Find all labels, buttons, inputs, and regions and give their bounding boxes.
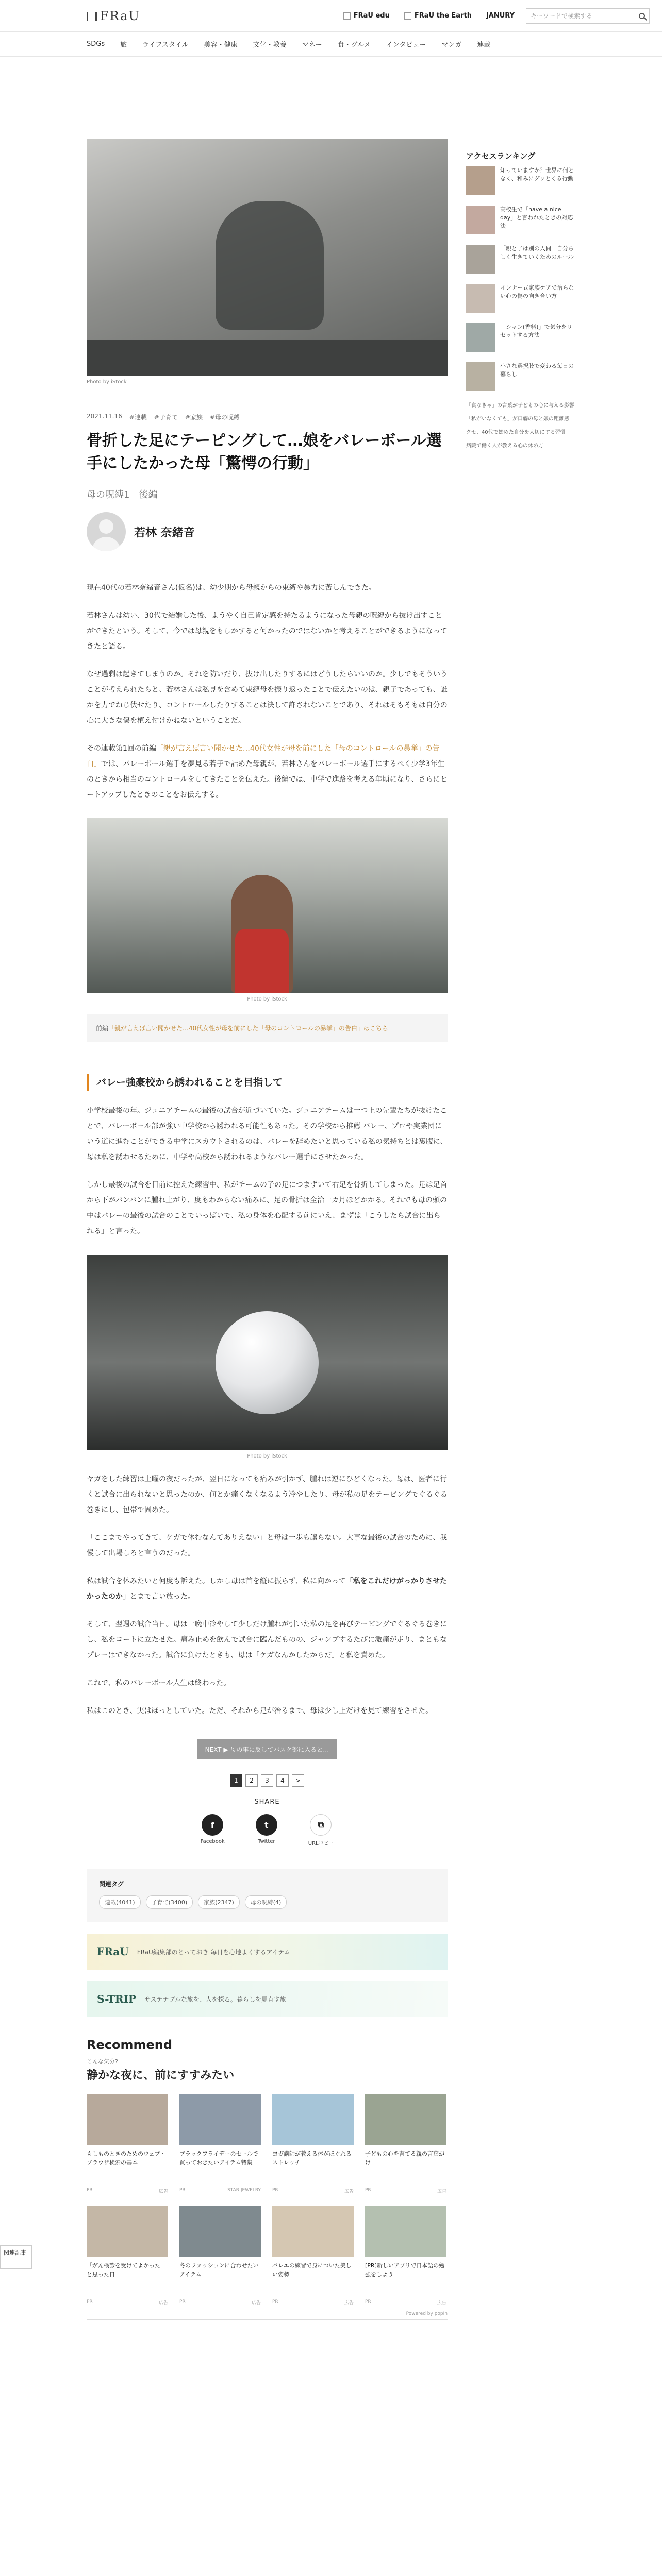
brand-link-earth[interactable]: FRaU the Earth (404, 12, 472, 20)
body-paragraph: 私はこのとき、実はほっとしていた。ただ、それから足が治るまで、母は少し上だけを見て練習をさせた。 (87, 1707, 433, 1715)
tag-link[interactable]: #母の呪縛 (209, 414, 240, 421)
sidebar-heading: アクセスランキング (466, 151, 536, 161)
article-photo (87, 818, 448, 993)
ranking-item[interactable]: 知っていますか？世界に何となく、和みにグッとくる行動 (466, 166, 575, 198)
inline-article-link[interactable]: 「親が言えば言い聞かせた…40代女性が母を前にした「母のコントロールの暴挙」の告白」 (87, 744, 440, 768)
recommend-sub-large: 静かな夜に、前にすすみたい (87, 2069, 235, 2082)
ranking-item[interactable]: インナー式家族ケアで治らない心の傷の向き合い方 (466, 284, 575, 316)
article-title: 骨折した足にテーピングして…娘をバレーボール選手にしたかった母「驚愕の行動」 (87, 432, 442, 472)
tag-chip[interactable]: 子育て(3400) (146, 1895, 193, 1909)
share-copy-url[interactable]: ⧉ URLコピー (308, 1814, 334, 1846)
ranking-text-item[interactable]: 病院で働く人が教える心の休め方 (466, 443, 543, 449)
body-paragraph: その連載第1回の前編「親が言えば言い聞かせた…40代女性が母を前にした「母のコントロールの暴挙」の告白」では、バレーボール選手を夢見る若子で詰めた母親が、若林さんをバレーボール選手にするべく少学3年生のときから相当のコントロールをしてきたことを伝えた。後編では、中学で進路を考える年頃になり、さらにヒートアップしたときのことをお伝えする。 (87, 744, 448, 799)
promo-banner[interactable]: S-TRIP サステナブルな旅を、人を探る。暮らしを見直す旅 (87, 1981, 448, 2017)
facebook-icon: f (202, 1814, 223, 1836)
body-paragraph: そして、翌週の試合当日。母は一晩中冷やして少しだけ腫れが引いた私の足を再びテーピングでぐるぐる巻きにし、私をコートに立たせた。痛み止めを飲んで試合に臨んだものの、ジャンプするたびに激痛が走り、まともなプレーはできなかった。試合に負けたときも、母は「ケガなんかしたからだ」と私を責めた。 (87, 1620, 448, 1659)
ranking-text-item[interactable]: 「食なきゃ」の言葉が子どもの心に与える影響 (466, 403, 574, 409)
pagination (87, 1774, 448, 1787)
related-articles-tab[interactable]: 関連記事 (0, 2245, 32, 2269)
share-buttons (87, 1814, 448, 1846)
body-paragraph: 私は試合を休みたいと何度も訴えた。しかし母は首を縦に振らず、私に向かって「私をこれだけがっかりさせたかったのか」とまで言い放った。 (87, 1577, 447, 1601)
ranking-text-item[interactable]: 「私がいなくても」が口癖の母と娘の距離感 (466, 416, 569, 422)
frau-earth-icon (404, 12, 411, 20)
sidebar (466, 150, 575, 455)
site-logo[interactable]: FRaU (87, 9, 140, 23)
recommend-card[interactable]: [PR]新しいアプリで日本語の勉強をしよう PR 広告 (365, 2206, 446, 2306)
tag-chip[interactable]: 連載(4041) (99, 1895, 141, 1909)
ranking-list (466, 166, 575, 394)
category-nav (0, 32, 662, 57)
recommend-card[interactable]: 子どもの心を育てる親の言葉がけ PR 広告 (365, 2094, 446, 2194)
recommend-heading: Recommend (87, 2038, 173, 2052)
recommend-card[interactable]: 冬のファッションに合わせたいアイテム PR 広告 (179, 2206, 261, 2306)
nav-item-lifestyle[interactable]: ライフスタイル (142, 41, 189, 49)
hero-image (87, 139, 448, 376)
brand-links (343, 12, 515, 20)
body-paragraph: これで、私のバレーボール人生は終わった。 (87, 1679, 231, 1687)
share-facebook[interactable]: f Facebook (201, 1814, 225, 1846)
body-paragraph: なぜ過剰は起きてしまうのか。それを防いだり、抜け出したりするにはどうしたらいいのか。少しでもそういうことが考えられたらと、若林さんは私見を含めて束縛母を振り返ったことで伝えたいのは、親子であっても、誰かを力でねじ伏せたり、コントロールしたりすることは決して許されないことであり、それはそもそもは自分の心に大きな傷を植え付けかねないということだ。 (87, 670, 448, 725)
tag-link[interactable]: #家族 (185, 414, 203, 421)
share-twitter[interactable]: t Twitter (256, 1814, 277, 1846)
ranking-item[interactable]: 「親と子は別の人間」自分らしく生きていくためのルール (466, 245, 575, 277)
previous-article-link[interactable]: 「親が言えば言い聞かせた…40代女性が母を前にした「母のコントロールの暴挙」の告白」はこちら (108, 1025, 389, 1032)
page-next[interactable]: > (292, 1774, 304, 1787)
previous-article-box: 前編「親が言えば言い聞かせた…40代女性が母を前にした「母のコントロールの暴挙」の告白」はこちら (87, 1014, 448, 1042)
page-4[interactable]: 4 (276, 1774, 289, 1787)
author-block (87, 512, 448, 551)
nav-item-travel[interactable]: 旅 (120, 41, 127, 49)
brand-link-janury[interactable]: JANURY (486, 12, 515, 20)
nav-item-sdgs[interactable]: SDGs (87, 40, 105, 48)
body-paragraph: ヤガをした練習は土曜の夜だったが、翌日になっても痛みが引かず、腫れは逆にひどくなった。母は、医者に行くと試合に出られないと思ったのか、何とか痛くなくなるよう冷やしたり、母が私の足をテーピングでぐるぐる巻きにし、包帯で固めた。 (87, 1475, 448, 1514)
tag-link[interactable]: #子育て (154, 414, 178, 421)
body-paragraph: 「ここまでやってきて、ケガで休むなんてありえない」と母は一歩も譲らない。大事な最後の試合のために、我慢して出場しろと言うのだった。 (87, 1534, 448, 1557)
tag-chip[interactable]: 家族(2347) (198, 1895, 240, 1909)
search-input[interactable] (526, 8, 650, 24)
photo-caption: Photo by iStock (247, 996, 287, 1002)
related-tags (87, 1869, 448, 1922)
body-paragraph: しかし最後の試合を目前に控えた練習中、私がチームの子の足につまずいて右足を骨折してしまった。足は足首から下がパンパンに腫れ上がり、度もわからない痛みに、足の骨折は全治一カ月ほどかかる。それでも母の頭の中はバレーの最後の試合のことでいっぱいで、私の身体を心配する前にいえ、まずは「こうしたら試合に出られる」と言った。 (87, 1181, 448, 1235)
page-3[interactable]: 3 (261, 1774, 273, 1787)
brand-link-edu[interactable]: FRaU edu (343, 12, 390, 20)
nav-item-series[interactable]: 連載 (477, 41, 491, 49)
body-paragraph: 現在40代の若林奈緒音さん(仮名)は、幼少期から母親からの束縛や暴力に苦しんできた。 (87, 584, 376, 592)
search-placeholder: キーワードで検索する (531, 12, 593, 20)
nav-item-beauty[interactable]: 美容・健康 (204, 41, 238, 49)
logo-mark-icon (87, 12, 97, 21)
ranking-item[interactable]: 小さな選択肢で変わる毎日の暮らし (466, 362, 575, 394)
link-icon: ⧉ (310, 1814, 332, 1836)
ranking-item[interactable]: 高校生で「have a nice day」と言われたときの対応法 (466, 206, 575, 238)
article-main (87, 139, 448, 2320)
hero-caption: Photo by iStock (87, 379, 127, 385)
author-name[interactable]: 若林 奈緒音 (134, 526, 195, 539)
body-paragraph: 小学校最後の年。ジュニアチームの最後の試合が近づいていた。ジュニアチームは一つ上の先輩たちが抜けたことで、バレーボール部が強い中学校から誘われる可能性もあった。その学校から推薦 バレー、プロや実業団にいう道に進むことができる中学にスカウトされるのは、バレーを辞めたいと思っている私の気持ちとは裏腹に、母は私を誘わせるために、中学や高校から誘われるようなバレー選手にさせたかった。 (87, 1107, 448, 1161)
recommend-grid (87, 2094, 448, 2306)
ranking-text-list (466, 401, 575, 451)
share-label: SHARE (254, 1798, 280, 1806)
nav-item-food[interactable]: 食・グルメ (337, 41, 371, 49)
page-2[interactable]: 2 (245, 1774, 258, 1787)
recommend-card[interactable]: ブラックフライデーのセールで買っておきたいアイテム特集 PR STAR JEWELRY (179, 2094, 261, 2194)
ranking-text-item[interactable]: クセ、40代で始めた自分を大切にする習慣 (466, 430, 566, 435)
frau-edu-icon (343, 12, 351, 20)
section-heading: バレー強豪校から誘われることを目指して (87, 1074, 448, 1091)
article-photo (87, 1255, 448, 1450)
nav-item-manga[interactable]: マンガ (441, 41, 462, 49)
tag-chip[interactable]: 母の呪縛(4) (245, 1895, 287, 1909)
twitter-icon: t (256, 1814, 277, 1836)
search-icon[interactable] (639, 13, 645, 19)
article-date: 2021.11.16 (87, 413, 122, 420)
bold-quote: 「私をこれだけがっかりさせたかったのか」 (87, 1577, 447, 1601)
body-paragraph: 若林さんは幼い、30代で結婚した後、ようやく自己肯定感を持たるようになった母親の呪縛から抜け出すことができたという。そして、今では母親をもしかすると何かったのではないかと考えることができるようになってきたと語る。 (87, 612, 448, 651)
nav-item-money[interactable]: マネー (302, 41, 322, 49)
promo-banner[interactable]: FRaU FRaU編集部のとっておき 毎日を心地よくするアイテム (87, 1934, 448, 1970)
powered-by: Powered by popIn (87, 2311, 448, 2320)
recommend-card[interactable]: もしものときのためのウェブ・ブラウザ検索の基本 PR 広告 (87, 2094, 168, 2194)
article-subtitle: 母の呪縛1 後編 (87, 489, 158, 500)
page-1[interactable]: 1 (230, 1774, 242, 1787)
nav-item-interview[interactable]: インタビュー (386, 41, 426, 49)
site-header (0, 0, 662, 32)
recommend-sub-small: こんな気分? (87, 2058, 118, 2065)
photo-caption: Photo by iStock (247, 1453, 287, 1459)
article-meta (87, 413, 448, 421)
recommend-card[interactable]: バレエの練習で身についた美しい姿勢 PR 広告 (272, 2206, 354, 2306)
related-tags-title: 関連タグ (99, 1880, 124, 1888)
recommend-card[interactable]: 「がん検診を受けてよかった」と思った日 PR 広告 (87, 2206, 168, 2306)
author-avatar[interactable] (87, 512, 126, 551)
ranking-item[interactable]: 「シャン(香料)」で気分をリセットする方法 (466, 323, 575, 355)
nav-item-culture[interactable]: 文化・教養 (253, 41, 287, 49)
recommend-card[interactable]: ヨガ講師が教える体がほぐれるストレッチ PR 広告 (272, 2094, 354, 2194)
tag-link[interactable]: #連載 (129, 414, 147, 421)
next-page-button[interactable]: NEXT ▶ 母の事に反してバスケ部に入ると… (197, 1739, 337, 1759)
